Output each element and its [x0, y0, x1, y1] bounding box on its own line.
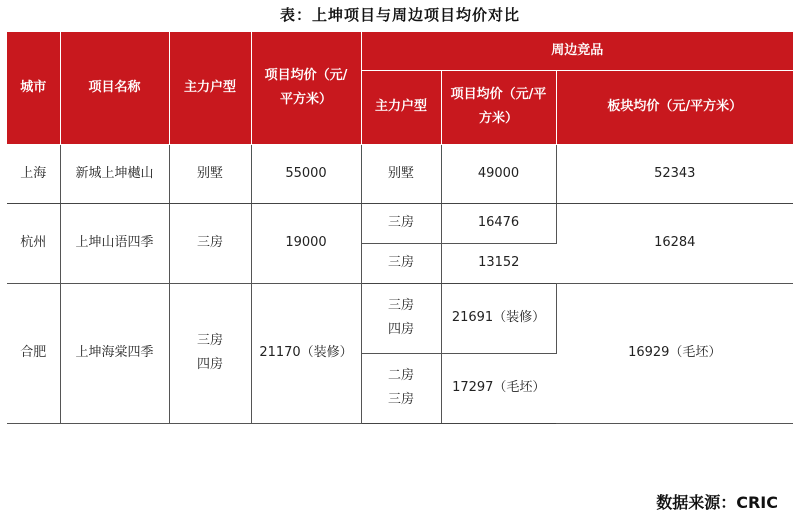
table-row — [7, 144, 793, 203]
cell-block-price: 16929（毛坯） — [556, 283, 793, 423]
cell-nearby-type: 二房 三房 — [361, 353, 441, 423]
cell-nearby-type: 别墅 — [361, 144, 441, 203]
cell-project: 上坤山语四季 — [60, 203, 169, 283]
cell-block-price: 52343 — [556, 144, 793, 203]
data-source: 数据来源：CRIC — [656, 493, 778, 512]
header-nearby-main-type: 主力户型 — [361, 70, 441, 144]
cell-nearby-price: 49000 — [441, 144, 556, 203]
cell-type: 别墅 — [169, 144, 251, 203]
header-project-name: 项目名称 — [60, 32, 169, 144]
cell-nearby-price: 17297（毛坯） — [441, 353, 556, 423]
cell-city: 上海 — [7, 144, 60, 203]
table-row — [7, 203, 793, 243]
cell-price: 55000 — [251, 144, 361, 203]
cell-nearby-type: 三房 — [361, 243, 441, 283]
header-nearby-avg-price: 项目均价（元/平方米） — [441, 70, 556, 144]
cell-city: 杭州 — [7, 203, 60, 283]
cell-project: 新城上坤樾山 — [60, 144, 169, 203]
cell-nearby-price: 13152 — [441, 243, 556, 283]
table-title: 表：上坤项目与周边项目均价对比 — [279, 6, 520, 24]
cell-price: 21170（装修） — [251, 283, 361, 423]
cell-nearby-type: 三房 四房 — [361, 283, 441, 353]
table-row — [7, 283, 793, 353]
header-avg-price: 项目均价（元/平方米） — [251, 32, 361, 144]
cell-type: 三房 — [169, 203, 251, 283]
cell-city: 合肥 — [7, 283, 60, 423]
cell-nearby-price: 21691（装修） — [441, 283, 556, 353]
price-comparison-table — [7, 32, 793, 424]
cell-block-price: 16284 — [556, 203, 793, 283]
cell-nearby-price: 16476 — [441, 203, 556, 243]
cell-price: 19000 — [251, 203, 361, 283]
header-block-avg-price: 板块均价（元/平方米） — [556, 70, 793, 144]
header-city: 城市 — [7, 32, 60, 144]
cell-type: 三房 四房 — [169, 283, 251, 423]
header-nearby: 周边竞品 — [361, 32, 793, 70]
cell-project: 上坤海棠四季 — [60, 283, 169, 423]
header-main-type: 主力户型 — [169, 32, 251, 144]
cell-nearby-type: 三房 — [361, 203, 441, 243]
